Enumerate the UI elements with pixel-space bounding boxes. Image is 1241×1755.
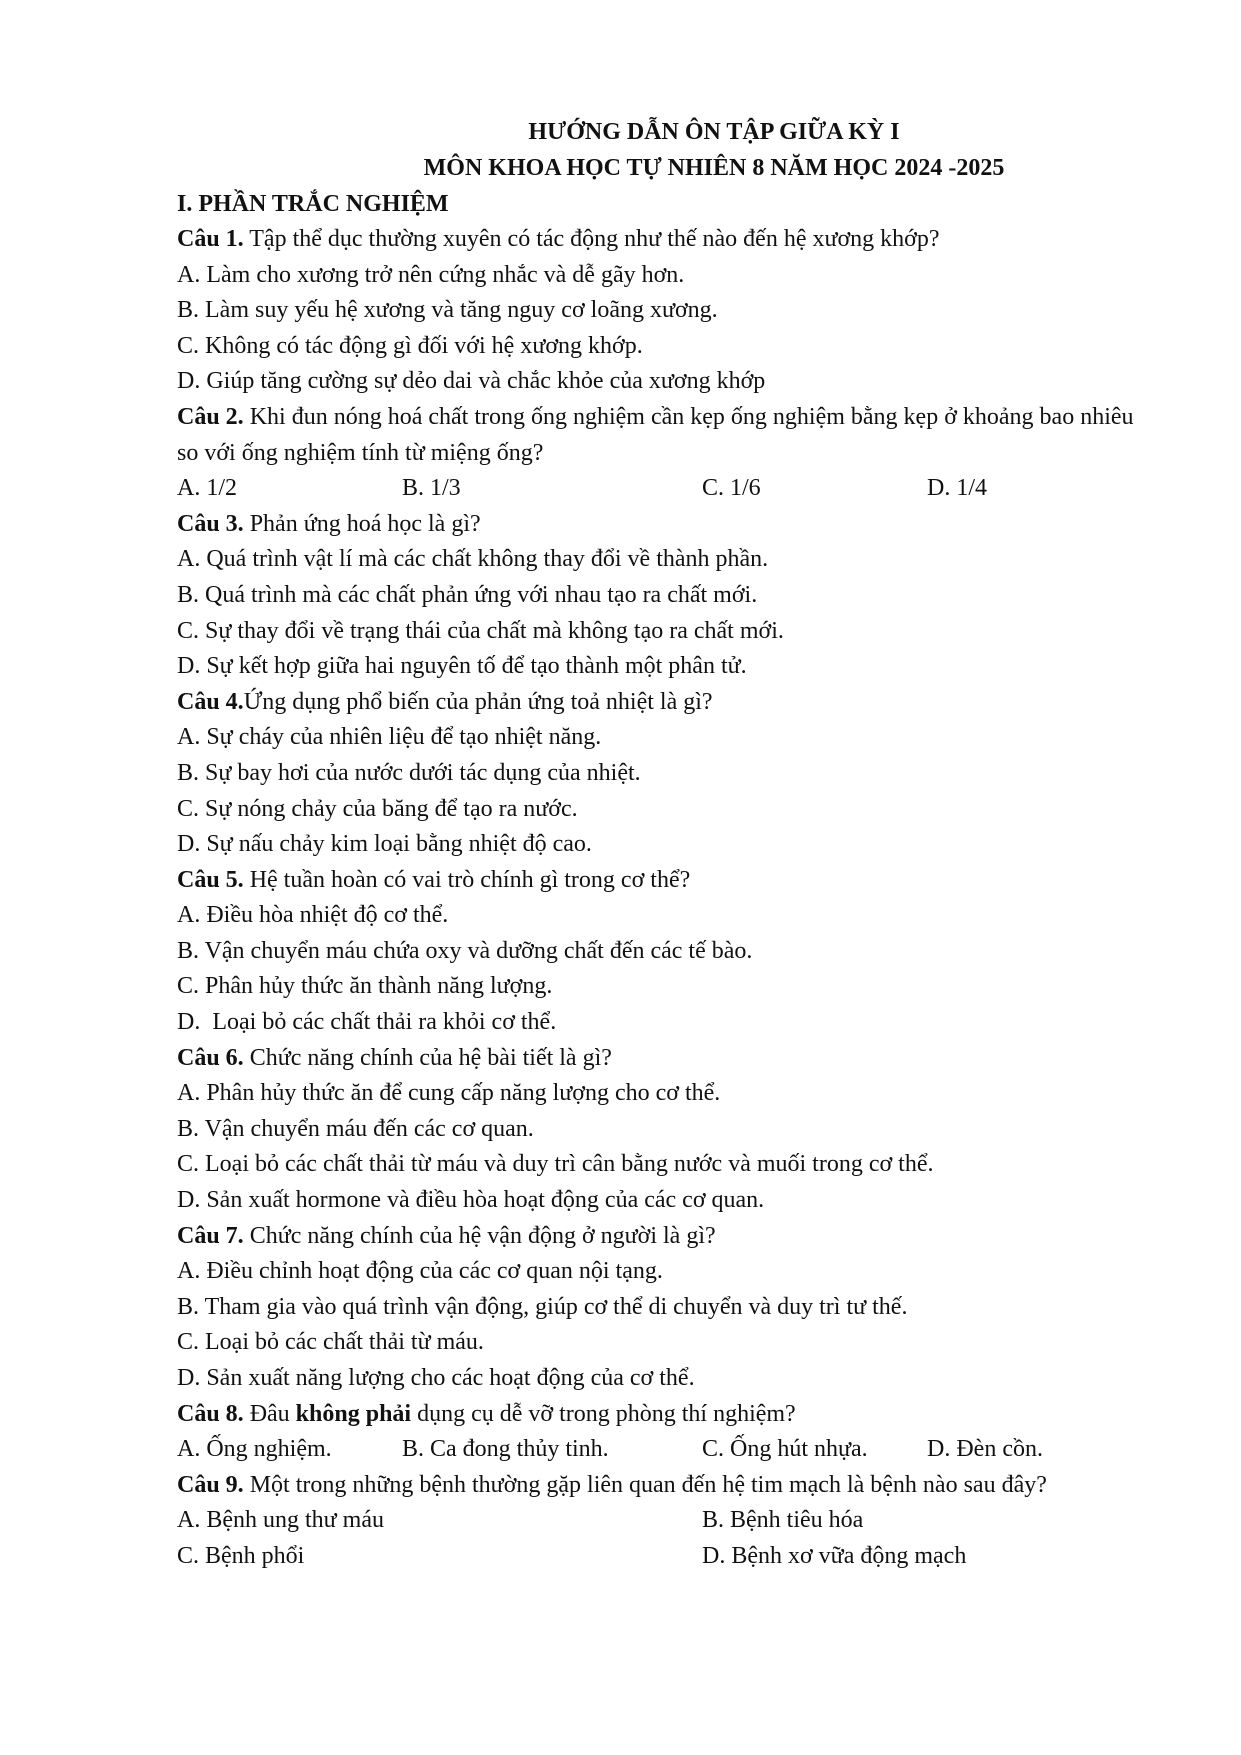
option-b: B. Quá trình mà các chất phản ứng với nhau tạo ra chất mới. bbox=[177, 581, 758, 608]
option-b: B. Tham gia vào quá trình vận động, giúp cơ thể di chuyển và duy trì tư thế. bbox=[177, 1293, 908, 1320]
question-3 bbox=[177, 507, 1171, 543]
option-a: A. Điều chỉnh hoạt động của các cơ quan nội tạng. bbox=[177, 1258, 663, 1285]
question-7 bbox=[177, 1219, 1171, 1255]
option-d: D. Bệnh xơ vữa động mạch bbox=[702, 1542, 967, 1569]
question-label: Câu 7. bbox=[177, 1222, 244, 1249]
option-d: D. Sự nấu chảy kim loại bằng nhiệt độ cao. bbox=[177, 831, 592, 858]
document-title-line1: HƯỚNG DẪN ÔN TẬP GIỮA KỲ I bbox=[528, 119, 900, 145]
option-d: D. Sản xuất hormone và điều hòa hoạt động của các cơ quan. bbox=[177, 1187, 765, 1214]
question-1 bbox=[177, 222, 1171, 258]
question-9 bbox=[177, 1468, 1137, 1504]
option-a: A. Quá trình vật lí mà các chất không thay đổi về thành phần. bbox=[177, 546, 769, 573]
question-label: Câu 5. bbox=[177, 866, 244, 893]
question-2 bbox=[177, 400, 1137, 471]
option-a: A. Điều hòa nhiệt độ cơ thể. bbox=[177, 902, 449, 929]
question-text: Chức năng chính của hệ vận động ở người là gì? bbox=[243, 1222, 716, 1249]
option-c: C. Sự nóng chảy của băng để tạo ra nước. bbox=[177, 795, 578, 822]
option-d: D. Giúp tăng cường sự dẻo dai và chắc khỏe của xương khớp bbox=[177, 368, 766, 395]
option-a: A. Bệnh ung thư máu bbox=[177, 1507, 384, 1534]
question-label: Câu 8. bbox=[177, 1400, 244, 1427]
question-text: Hệ tuần hoàn có vai trò chính gì trong cơ thể? bbox=[243, 866, 691, 893]
options-row bbox=[177, 1432, 1171, 1468]
question-label: Câu 9. bbox=[177, 1471, 244, 1498]
option-b: B. Ca đong thủy tinh. bbox=[402, 1436, 609, 1463]
option-b: B. Bệnh tiêu hóa bbox=[702, 1507, 864, 1534]
option-a: A. Làm cho xương trở nên cứng nhắc và dễ gãy hơn. bbox=[177, 261, 685, 288]
question-5 bbox=[177, 863, 1171, 899]
option-b: B. Sự bay hơi của nước dưới tác dụng của nhiệt. bbox=[177, 759, 641, 786]
question-label: Câu 6. bbox=[177, 1044, 244, 1071]
options-row bbox=[177, 471, 1171, 507]
question-text: Phản ứng hoá học là gì? bbox=[243, 510, 481, 537]
option-c: C. Ống hút nhựa. bbox=[702, 1436, 868, 1463]
option-d: D. Đèn cồn. bbox=[927, 1436, 1043, 1463]
option-a: A. Ống nghiệm. bbox=[177, 1436, 332, 1463]
option-d: D. 1/4 bbox=[927, 475, 987, 502]
question-4 bbox=[177, 685, 1171, 721]
question-text-emphasis: không phải bbox=[295, 1400, 412, 1427]
question-text: Tập thể dục thường xuyên có tác động như thế nào đến hệ xương khớp? bbox=[243, 226, 940, 252]
question-text: Ứng dụng phổ biến của phản ứng toả nhiệt là gì? bbox=[243, 688, 713, 715]
option-b: B. Vận chuyển máu chứa oxy và dưỡng chất đến các tế bào. bbox=[177, 937, 753, 964]
options-row bbox=[177, 1503, 1171, 1539]
question-label: Câu 3. bbox=[177, 510, 244, 537]
option-c: C. Loại bỏ các chất thải từ máu và duy trì cân bằng nước và muối trong cơ thể. bbox=[177, 1151, 934, 1178]
question-label: Câu 4. bbox=[177, 688, 244, 715]
question-8 bbox=[177, 1397, 1171, 1433]
question-label: Câu 2. bbox=[177, 403, 244, 430]
question-text: Khi đun nóng hoá chất trong ống nghiệm cần kẹp ống nghiệm bằng kẹp ở khoảng bao nhiêu so với ống nghiệm tính từ miệng ống? bbox=[177, 403, 1134, 466]
option-d: D. Sự kết hợp giữa hai nguyên tố để tạo thành một phân tử. bbox=[177, 653, 747, 680]
option-d: D. Sản xuất năng lượng cho các hoạt động của cơ thể. bbox=[177, 1365, 695, 1391]
option-c: C. Không có tác động gì đối với hệ xương khớp. bbox=[177, 332, 643, 359]
option-a: A. Sự cháy của nhiên liệu để tạo nhiệt năng. bbox=[177, 724, 602, 751]
option-c: C. Sự thay đổi về trạng thái của chất mà không tạo ra chất mới. bbox=[177, 617, 784, 644]
option-b: B. Làm suy yếu hệ xương và tăng nguy cơ loãng xương. bbox=[177, 297, 718, 324]
question-text-pre: Đâu bbox=[243, 1400, 296, 1427]
question-text: Một trong những bệnh thường gặp liên quan đến hệ tim mạch là bệnh nào sau đây? bbox=[243, 1471, 1047, 1498]
question-text-post: dụng cụ dễ vỡ trong phòng thí nghiệm? bbox=[411, 1400, 796, 1427]
option-b: B. 1/3 bbox=[402, 475, 461, 502]
question-6 bbox=[177, 1041, 1171, 1077]
option-d: D. Loại bỏ các chất thải ra khỏi cơ thể. bbox=[177, 1009, 557, 1036]
option-c: C. 1/6 bbox=[702, 475, 761, 502]
question-label: Câu 1. bbox=[177, 226, 244, 252]
option-c: C. Phân hủy thức ăn thành năng lượng. bbox=[177, 973, 553, 1000]
document-title-line2: MÔN KHOA HỌC TỰ NHIÊN 8 NĂM HỌC 2024 -2025 bbox=[423, 155, 1005, 181]
question-text: Chức năng chính của hệ bài tiết là gì? bbox=[243, 1044, 612, 1071]
option-a: A. 1/2 bbox=[177, 475, 237, 502]
option-c: C. Bệnh phổi bbox=[177, 1542, 305, 1569]
option-c: C. Loại bỏ các chất thải từ máu. bbox=[177, 1329, 484, 1356]
options-row bbox=[177, 1539, 1171, 1575]
section-heading: I. PHẦN TRẮC NGHIỆM bbox=[177, 191, 449, 217]
option-b: B. Vận chuyển máu đến các cơ quan. bbox=[177, 1115, 534, 1142]
option-a: A. Phân hủy thức ăn để cung cấp năng lượng cho cơ thể. bbox=[177, 1080, 721, 1107]
